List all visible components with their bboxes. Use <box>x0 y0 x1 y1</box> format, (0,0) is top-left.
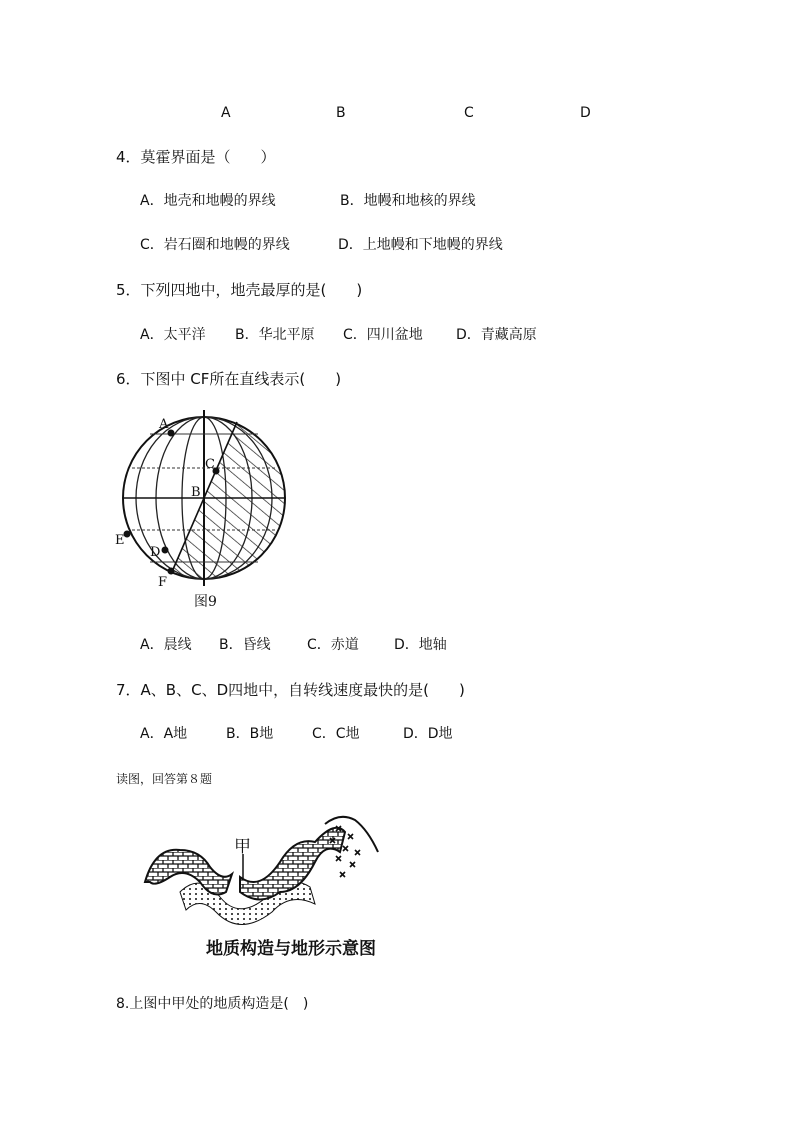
jia-label: 甲 <box>234 837 251 857</box>
right-brick-hill <box>240 828 345 900</box>
question-5-stem: 5．下列四地中，地壳最厚的是( ) <box>116 281 363 299</box>
question-6-option-b: B．昏线 <box>219 637 271 653</box>
reading-instruction: 读图，回答第８题 <box>116 772 213 786</box>
geology-caption: 地质构造与地形示意图 <box>206 939 376 959</box>
question-7-option-b: B．B地 <box>226 726 274 742</box>
question-8-stem: 8.上图中甲处的地质构造是( ) <box>116 996 309 1012</box>
point-d-marker <box>162 547 169 554</box>
point-c-label: C <box>205 457 215 472</box>
question-6-option-a: A．晨线 <box>140 637 192 653</box>
question-4-option-c: C．岩石圈和地幔的界线 <box>140 237 290 253</box>
point-b-label: B <box>191 485 201 500</box>
point-e-marker <box>124 531 131 538</box>
top-label-d: D <box>580 105 591 121</box>
point-a-marker <box>168 430 175 437</box>
top-label-c: C <box>464 105 474 121</box>
point-e-label: E <box>115 533 125 548</box>
question-7-option-a: A．A地 <box>140 726 188 742</box>
question-7-stem: 7．A、B、C、D四地中，自转线速度最快的是( ) <box>116 681 465 699</box>
globe-caption: 图9 <box>194 594 217 610</box>
point-f-label: F <box>158 575 168 590</box>
question-4-option-a: A．地壳和地幔的界线 <box>140 193 276 209</box>
question-7-option-d: D．D地 <box>403 726 453 742</box>
question-7-option-c: C．C地 <box>312 726 360 742</box>
question-4-stem: 4．莫霍界面是（ ） <box>116 148 276 166</box>
question-6-option-d: D．地轴 <box>394 637 447 653</box>
question-6-stem: 6．下图中 CF所在直线表示( ) <box>116 370 342 388</box>
question-5-option-b: B．华北平原 <box>235 327 315 343</box>
point-a-label: A <box>159 417 169 432</box>
question-5-option-d: D．青藏高原 <box>456 327 537 343</box>
question-4-option-d: D．上地幔和下地幔的界线 <box>338 237 503 253</box>
globe-figure <box>110 410 310 610</box>
question-5-option-c: C．四川盆地 <box>343 327 423 343</box>
geology-figure <box>140 812 390 962</box>
point-f-marker <box>168 568 175 575</box>
question-6-option-c: C．赤道 <box>307 637 359 653</box>
top-label-a: A <box>221 105 231 121</box>
top-label-b: B <box>336 105 346 121</box>
point-d-label: D <box>150 545 161 560</box>
question-5-option-a: A．太平洋 <box>140 327 206 343</box>
question-4-option-b: B．地幔和地核的界线 <box>340 193 476 209</box>
